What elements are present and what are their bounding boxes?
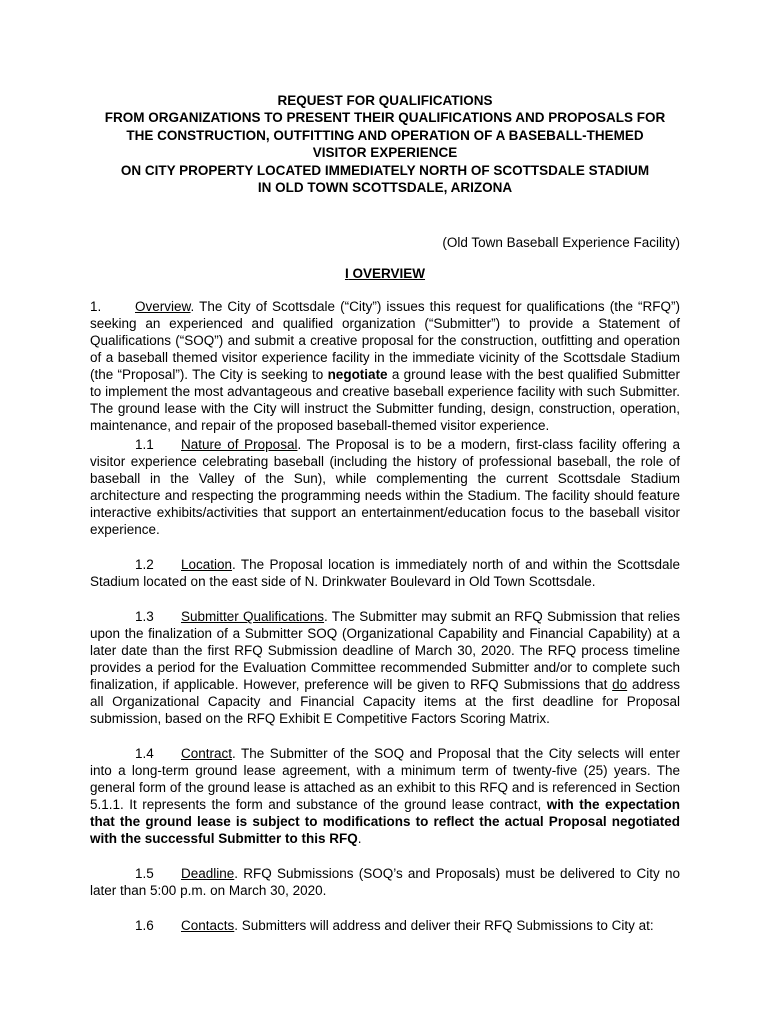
paragraph-1-3-submitter-qualifications (90, 608, 680, 727)
section-title: OVERVIEW (352, 266, 426, 282)
paragraph-bold-text: negotiate (327, 367, 388, 383)
heading-line-3: THE CONSTRUCTION, OUTFITTING AND OPERATION OF A BASEBALL-THEMED (126, 127, 644, 143)
paragraph-number: 1. (90, 299, 102, 315)
paragraph-number: 1.5 (135, 866, 154, 882)
paragraph-1-overview (90, 298, 680, 434)
paragraph-title: Nature of Proposal (181, 437, 298, 453)
paragraph-text: . The Submitter may submit an RFQ Submission that relies upon the finalization of a Submitter SOQ (Organizational Capability and Financial Capability) at a later date than the first RFQ Submission deadline of March 30, 2020. The RFQ process timeline provides a period for the Evaluation Committee recommended Submitter and/or to complete such finalization, if applicable. However, preference will be given to RFQ Submissions that (90, 609, 680, 693)
section-number: I (344, 266, 349, 282)
paragraph-title: Overview (135, 299, 191, 315)
paragraph-1-6-contacts (90, 917, 680, 934)
paragraph-text: . The City of Scottsdale (“City”) issues this request for qualifications (the “RFQ”) seeking an experienced and qualified organization (“Submitter”) to provide a Statement of Qualifications (“SOQ”) and submit a creative proposal for the construction, outfitting and operation of a baseball themed visitor experience facility in the immediate vicinity of the Scottsdale Stadium (the “Proposal”). The City is seeking to (90, 299, 680, 383)
paragraph-bold-text: with the expectation that the ground lease is subject to modifications to reflect the actual Proposal negotiated with the successful Submitter to this RFQ (90, 797, 680, 847)
paragraph-1-4-contract (90, 745, 680, 847)
paragraph-title: Submitter Qualifications (181, 609, 325, 625)
paragraph-number: 1.1 (135, 437, 154, 453)
paragraph-text: . Submitters will address and deliver their RFQ Submissions to City at: (234, 918, 654, 934)
heading-line-4: VISITOR EXPERIENCE (312, 145, 458, 161)
paragraph-text: . The Submitter of the SOQ and Proposal that the City selects will enter into a long-term ground lease agreement, with a minimum term of twenty-five (25) years. The general form of the ground lease is attached as an exhibit to this RFQ and is referenced in Section 5.1.1. It represents the form and substance of the ground lease contract, (90, 746, 680, 813)
heading-line-6: IN OLD TOWN SCOTTSDALE, ARIZONA (257, 180, 513, 196)
paragraph-text: . The Proposal is to be a modern, first-class facility offering a visitor experience celebrating baseball (including the history of professional baseball, the role of baseball in the Valley of the Sun), while complementing the current Scottsdale Stadium architecture and respecting the programming needs within the Stadium. The facility should feature interactive exhibits/activities that support an entertainment/education focus to the baseball visitor experience. (90, 437, 680, 538)
paragraph-number: 1.4 (135, 746, 154, 762)
paragraph-title: Deadline (181, 866, 235, 882)
paragraph-number: 1.2 (135, 557, 154, 573)
paragraph-underlined-text: do (612, 677, 628, 693)
paragraph-1-1-nature-of-proposal (90, 436, 680, 538)
document-heading (90, 92, 680, 196)
section-heading (90, 265, 680, 282)
paragraph-number: 1.3 (135, 609, 154, 625)
paragraph-title: Contract (181, 746, 233, 762)
paragraph-text: . RFQ Submissions (SOQ’s and Proposals) must be delivered to City no later than 5:00 p.m. on March 30, 2020. (90, 866, 680, 899)
paragraph-number: 1.6 (135, 918, 154, 934)
paragraph-text: address all Organizational Capacity and Financial Capacity items at the first deadline for Proposal submission, based on the RFQ Exhibit E Competitive Factors Scoring Matrix. (90, 677, 681, 727)
document-subtitle: (Old Town Baseball Experience Facility) (442, 235, 680, 251)
heading-line-1: REQUEST FOR QUALIFICATIONS (277, 93, 493, 108)
paragraph-1-5-deadline (90, 865, 680, 899)
heading-line-5: ON CITY PROPERTY LOCATED IMMEDIATELY NORTH OF SCOTTSDALE STADIUM (120, 162, 650, 178)
heading-line-2: FROM ORGANIZATIONS TO PRESENT THEIR QUALIFICATIONS AND PROPOSALS FOR (104, 110, 666, 126)
paragraph-text: . (357, 831, 362, 847)
paragraph-title: Location (181, 557, 233, 573)
paragraph-title: Contacts (181, 918, 235, 934)
paragraph-text: a ground lease with the best qualified Submitter to implement the most advantageous and creative baseball experience facility with such Submitter. The ground lease with the City will instruct the Submitter funding, design, construction, operation, maintenance, and repair of the proposed baseball-themed visitor experience. (90, 367, 680, 434)
paragraph-1-2-location (90, 556, 680, 590)
paragraph-text: . The Proposal location is immediately north of and within the Scottsdale Stadium located on the east side of N. Drinkwater Boulevard in Old Town Scottsdale. (90, 557, 680, 590)
